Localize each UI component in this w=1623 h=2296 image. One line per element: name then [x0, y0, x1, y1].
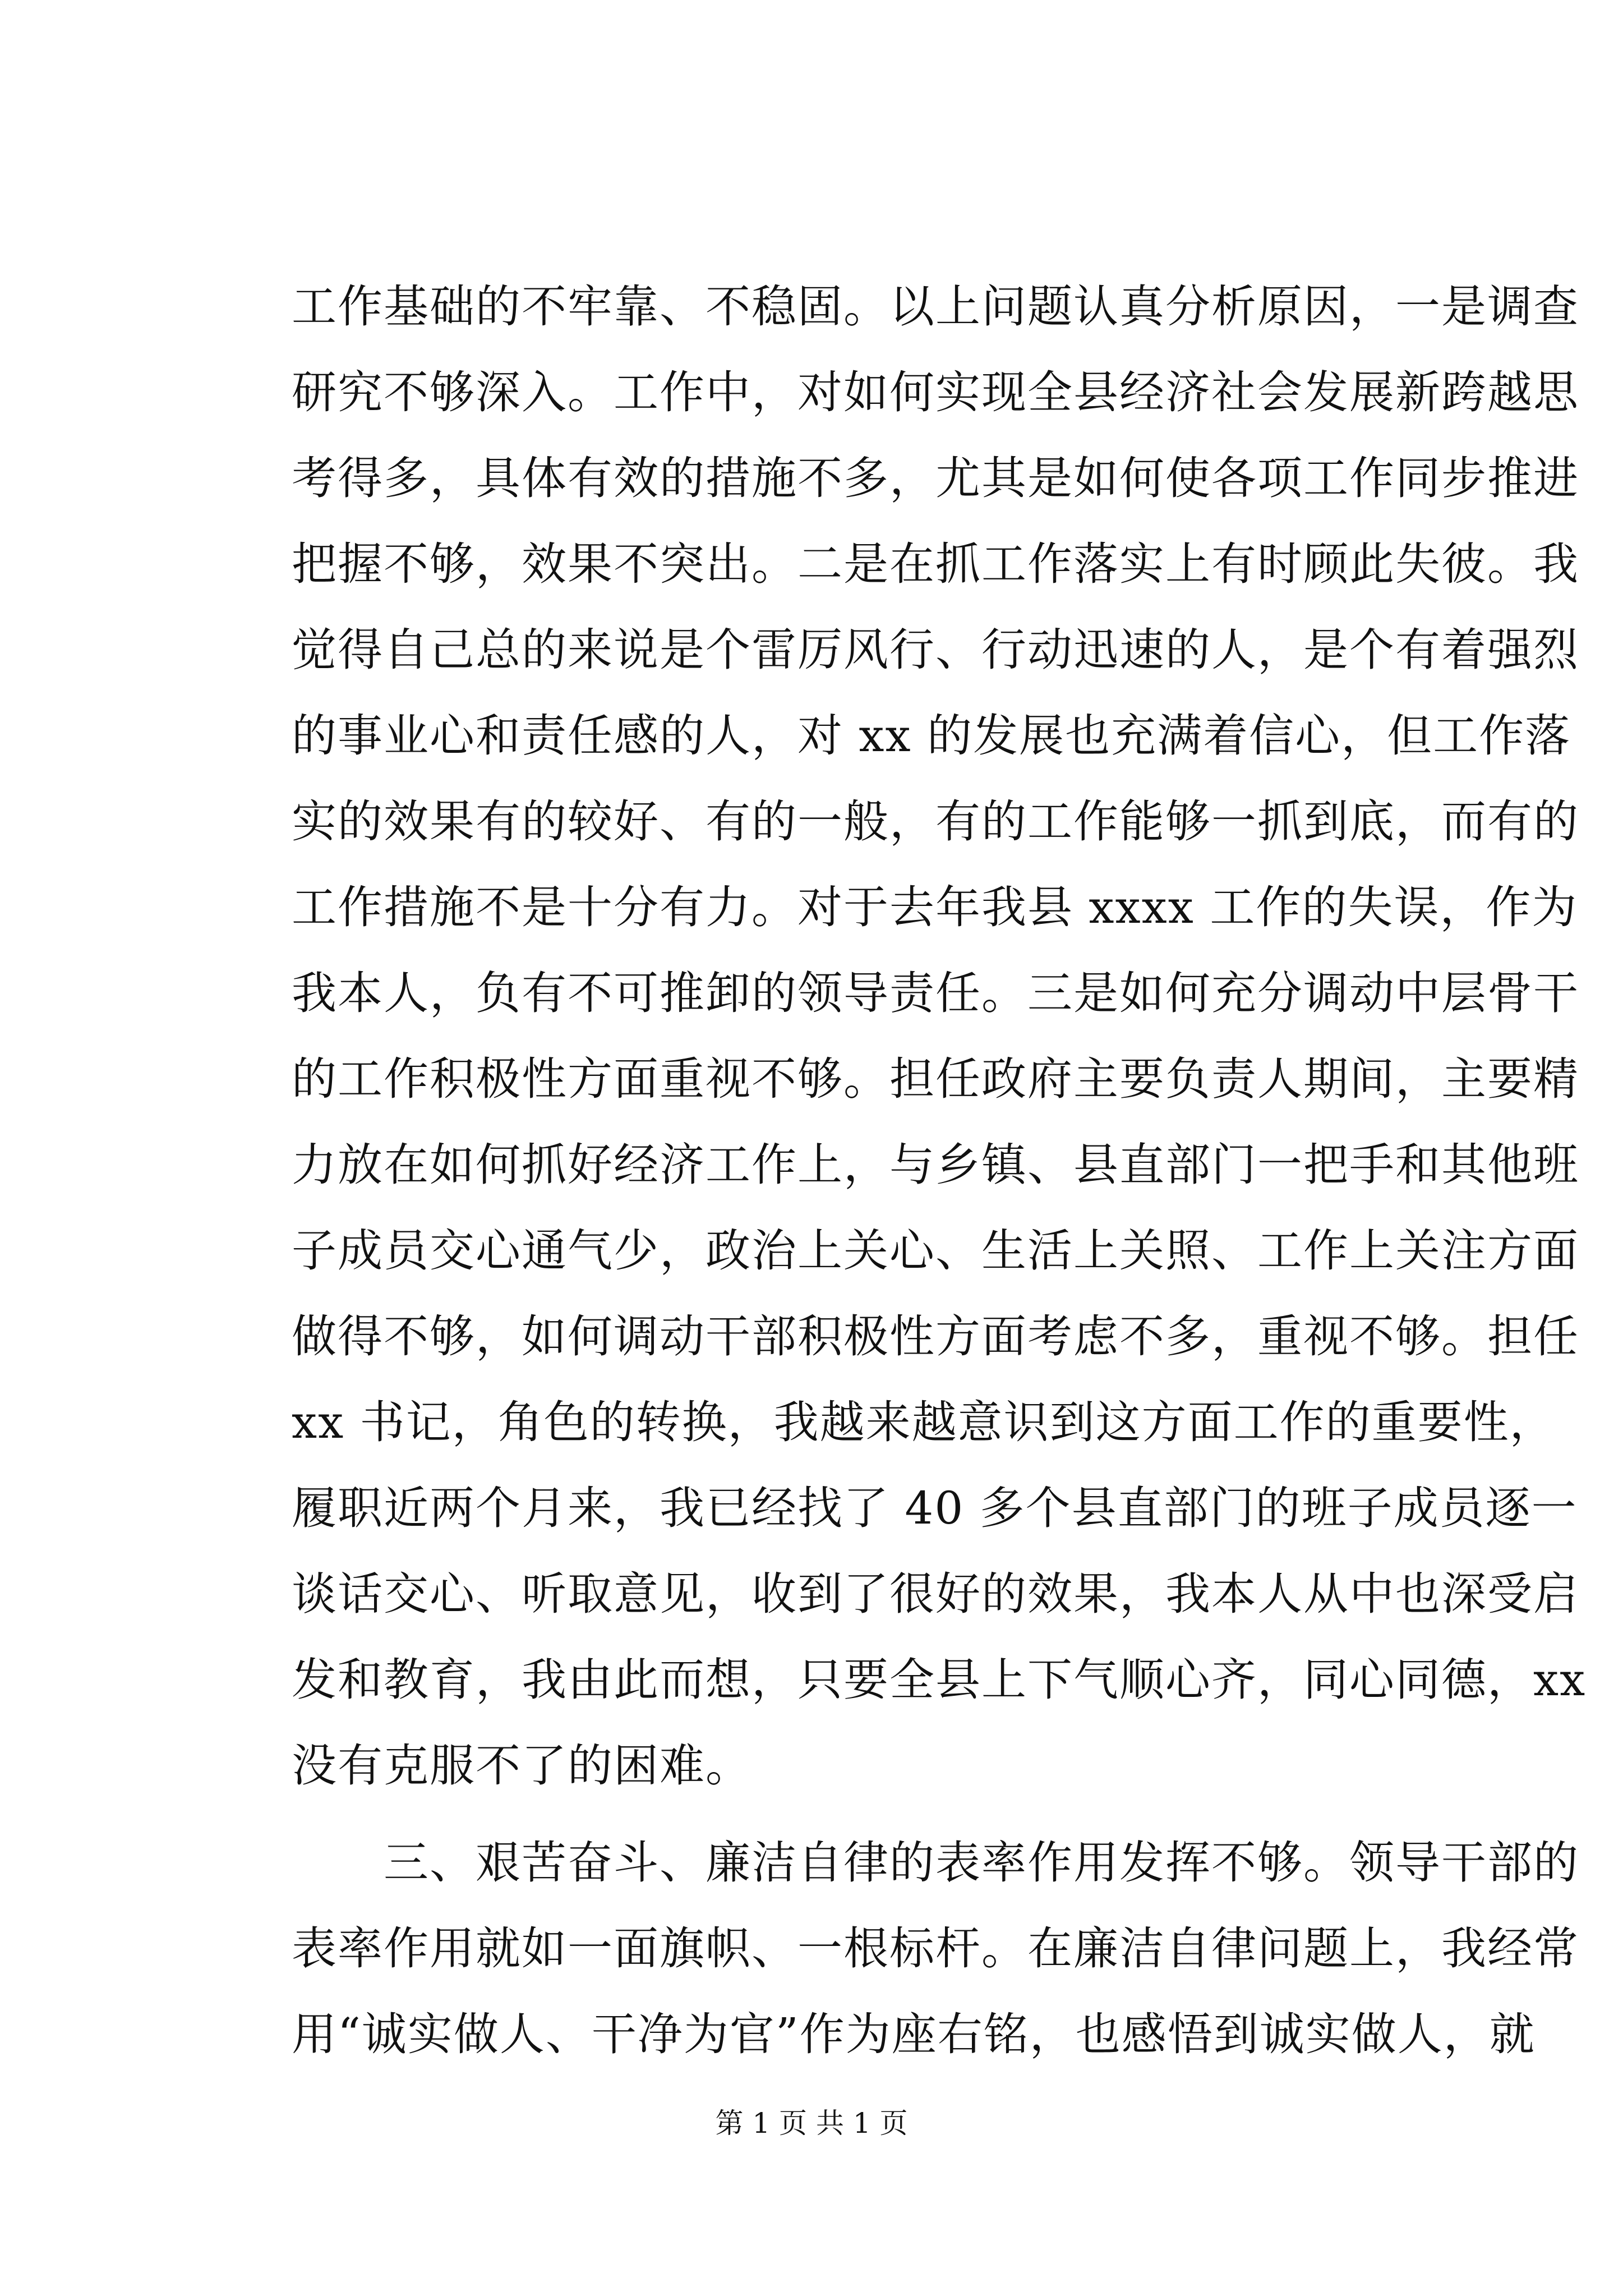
paragraph-2 [292, 1820, 1579, 2077]
text-line: 做得不够，如何调动干部积极性方面考虑不多，重视不够。担任 [292, 1310, 1579, 1363]
text-line: 用“诚实做人、干净为官”作为座右铭，也感悟到诚实做人，就 [292, 2008, 1536, 2060]
text-line: 觉得自己总的来说是个雷厉风行、行动迅速的人，是个有着强烈 [292, 624, 1579, 676]
text-line: 工作措施不是十分有力。对于去年我县 xxxx 工作的失误，作为 [292, 881, 1578, 933]
text-line: 的事业心和责任感的人，对 xx 的发展也充满着信心，但工作落 [292, 710, 1571, 762]
text-line: xx 书记，角色的转换，我越来越意识到这方面工作的重要性， [292, 1396, 1556, 1448]
paragraph-1 [292, 264, 1587, 1809]
text-line: 履职近两个月来，我已经找了 40 多个县直部门的班子成员逐一 [292, 1482, 1578, 1534]
page-footer [0, 2104, 1623, 2143]
text-line: 考得多，具体有效的措施不多，尤其是如何使各项工作同步推进 [292, 452, 1579, 504]
text-line: 谈话交心、听取意见，收到了很好的效果，我本人从中也深受启 [292, 1568, 1579, 1620]
text-line: 表率作用就如一面旗帜、一根标杆。在廉洁自律问题上，我经常 [292, 1922, 1579, 1975]
text-line: 我本人，负有不可推卸的领导责任。三是如何充分调动中层骨干 [292, 967, 1579, 1019]
text-line: 力放在如何抓好经济工作上，与乡镇、县直部门一把手和其他班 [292, 1139, 1579, 1191]
text-line: 发和教育，我由此而想，只要全县上下气顺心齐，同心同德，xx [292, 1654, 1587, 1706]
page-number: 第 1 页 共 1 页 [715, 2107, 908, 2139]
text-line: 工作基础的不牢靠、不稳固。以上问题认真分析原因，一是调查 [292, 280, 1579, 333]
text-line: 没有克服不了的困难。 [292, 1740, 751, 1792]
text-line: 子成员交心通气少，政治上关心、生活上关照、工作上关注方面 [292, 1225, 1579, 1277]
text-line: 研究不够深入。工作中，对如何实现全县经济社会发展新跨越思 [292, 366, 1579, 418]
text-line: 三、艰苦奋斗、廉洁自律的表率作用发挥不够。领导干部的 [292, 1837, 1579, 1889]
text-line: 实的效果有的较好、有的一般，有的工作能够一抓到底，而有的 [292, 795, 1579, 848]
text-line: 把握不够，效果不突出。二是在抓工作落实上有时顾此失彼。我 [292, 538, 1579, 590]
paragraph-gap [292, 1809, 1402, 1820]
text-line: 的工作积极性方面重视不够。担任政府主要负责人期间，主要精 [292, 1053, 1579, 1105]
body-text [292, 264, 1587, 2077]
